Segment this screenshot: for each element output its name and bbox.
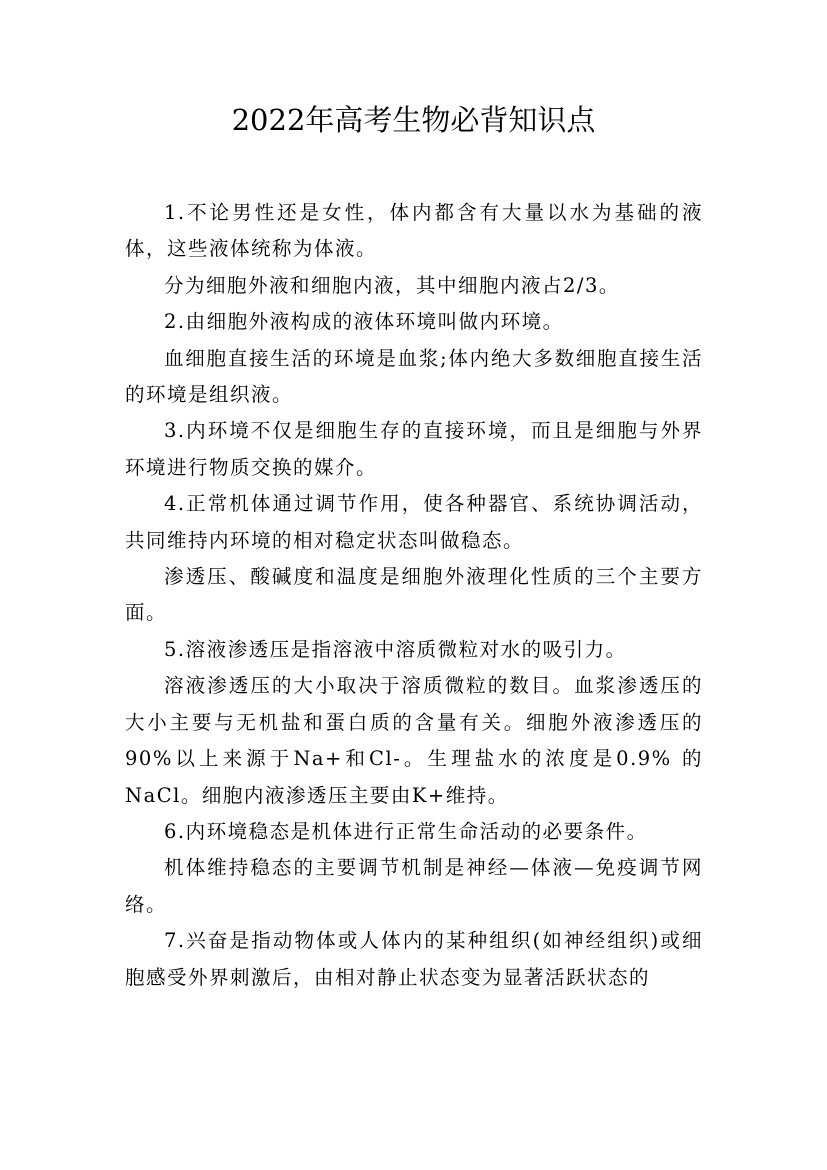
paragraph: 溶液渗透压的大小取决于溶质微粒的数目。血浆渗透压的大小主要与无机盐和蛋白质的含量有关。细胞外液渗透压的90%以上来源于Na+和Cl-。生理盐水的浓度是0.9% 的NaCl。细胞内液渗透压主要由K+维持。 xyxy=(125,674,703,807)
paragraph: 血细胞直接生活的环境是血浆;体内绝大多数细胞直接生活的环境是组织液。 xyxy=(125,346,703,407)
paragraph: 分为细胞外液和细胞内液，其中细胞内液占2/3。 xyxy=(164,273,620,297)
document-title: 2022年高考生物必背知识点 xyxy=(231,103,596,137)
paragraph: 2.由细胞外液构成的液体环境叫做内环境。 xyxy=(164,310,564,334)
document-body xyxy=(125,195,703,996)
paragraph: 7.兴奋是指动物体或人体内的某种组织(如神经组织)或细胞感受外界刺激后，由相对静止状态变为显著活跃状态的 xyxy=(125,929,703,989)
paragraph: 4.正常机体通过调节作用，使各种器官、系统协调活动，共同维持内环境的相对稳定状态叫做稳态。 xyxy=(125,492,703,552)
paragraph: 1.不论男性还是女性，体内都含有大量以水为基础的液体，这些液体统称为体液。 xyxy=(125,201,703,261)
paragraph: 5.溶液渗透压是指溶液中溶质微粒对水的吸引力。 xyxy=(164,637,627,661)
paragraph: 机体维持稳态的主要调节机制是神经—体液—免疫调节网络。 xyxy=(125,856,703,916)
paragraph: 渗透压、酸碱度和温度是细胞外液理化性质的三个主要方面。 xyxy=(125,565,703,625)
paragraph: 3.内环境不仅是细胞生存的直接环境，而且是细胞与外界环境进行物质交换的媒介。 xyxy=(125,419,703,479)
paragraph: 6.内环境稳态是机体进行正常生命活动的必要条件。 xyxy=(164,819,648,843)
